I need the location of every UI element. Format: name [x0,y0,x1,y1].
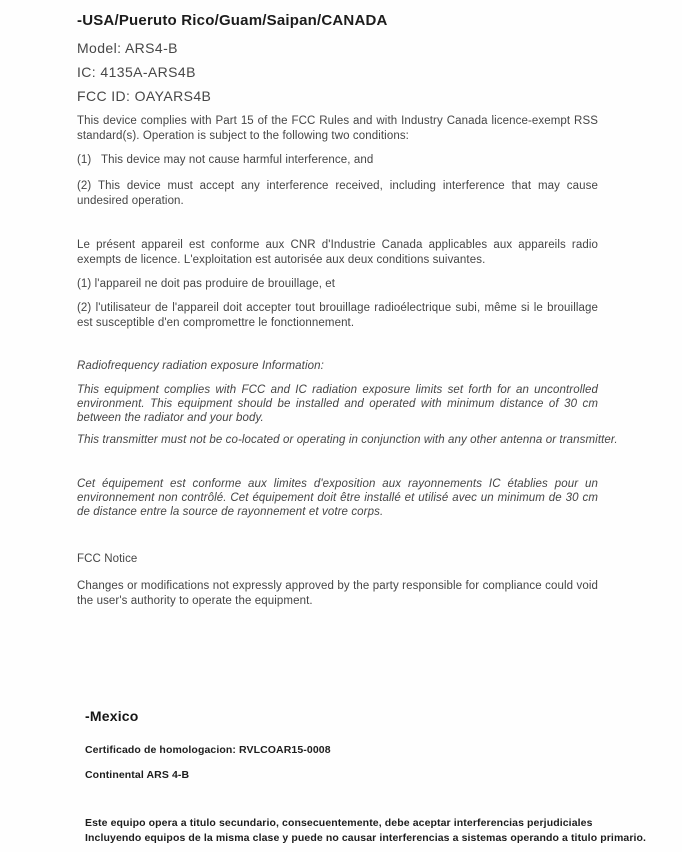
ic-number-line: IC: 4135A-ARS4B [77,64,196,80]
rf-colocated-line: This transmitter must not be co-located or operating in conjunction with any other antenna or transmitter. [77,434,618,446]
fcc-compliance-intro-paragraph: This device complies with Part 15 of the FCC Rules and with Industry Canada licence-exempt RSS standard(s). Operation is subject to the following two conditions: [77,115,598,142]
rf-exposure-heading: Radiofrequency radiation exposure Information: [77,360,324,372]
mexico-notice-line-2: Incluyendo equipos de la misma clase y puede no causar interferencias a sistemas operando a titulo primario. [85,832,647,844]
fcc-notice-heading: FCC Notice [77,553,138,565]
fcc-id-line: FCC ID: OAYARS4B [77,88,212,104]
ic-french-condition-1: (1) l'appareil ne doit pas produire de brouillage, et [77,278,336,290]
ic-french-condition-2: (2) l'utilisateur de l'appareil doit accepter tout brouillage radioélectrique subi, même si le brouillage est susceptible d'en compromettre le fonctionnement. [77,302,598,329]
fcc-notice-paragraph: Changes or modifications not expressly approved by the party responsible for compliance could void the user's authority to operate the equipment. [77,580,598,607]
document-content [77,0,647,846]
mexico-certificate-line: Certificado de homologacion: RVLCOAR15-0008 [85,744,331,756]
model-number-line: Model: ARS4-B [77,40,178,56]
ic-french-intro-paragraph: Le présent appareil est conforme aux CNR d'Industrie Canada applicables aux appareils radio exempts de licence. L'exploitation est autorisée aux deux conditions suivantes. [77,239,598,266]
section-heading-mexico: -Mexico [85,708,139,724]
rf-exposure-french-paragraph: Cet équipement est conforme aux limites d'exposition aux rayonnements IC établies pour un environnement non contrôlé. Cet équipement doit être installé et utilisé avec un minimum de 30 cm de distance entre la source de rayonnement et votre corps. [77,478,598,518]
section-heading-usa-canada: -USA/Pueruto Rico/Guam/Saipan/CANADA [77,12,388,29]
rf-exposure-paragraph: This equipment complies with FCC and IC radiation exposure limits set forth for an uncontrolled environment. This equipment should be installed and operated with minimum distance of 30 cm between the radiator and your body. [77,384,598,424]
mexico-notice-line-1: Este equipo opera a titulo secundario, consecuentemente, debe aceptar interferencias perjudiciales [85,817,593,829]
fcc-condition-1: (1) This device may not cause harmful interference, and [77,154,374,166]
mexico-product-line: Continental ARS 4-B [85,769,190,781]
fcc-condition-2: (2) This device must accept any interference received, including interference that may cause undesired operation. [77,180,598,207]
